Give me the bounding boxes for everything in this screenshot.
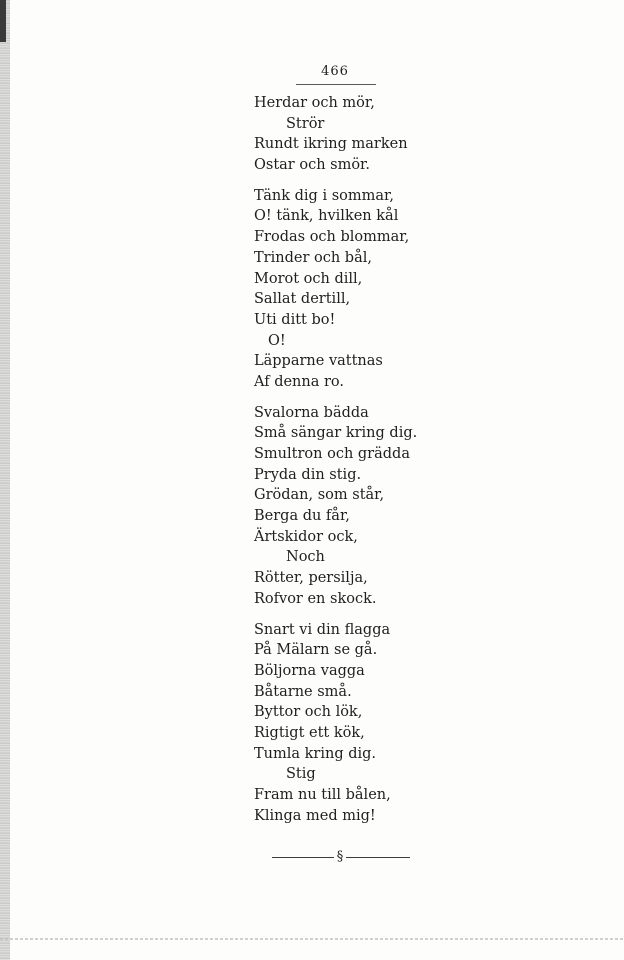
poem-line: Snart vi din flagga: [254, 621, 391, 638]
poem-line: På Mälarn se gå.: [254, 642, 378, 659]
poem-line: Noch: [286, 549, 325, 566]
poem-line: Ostar och smör.: [254, 157, 371, 174]
stanza: [254, 186, 584, 393]
page-number: 466: [321, 64, 349, 79]
poem-line: Ärtskidor ock,: [254, 528, 358, 545]
poem-line: Grödan, som står,: [254, 487, 385, 504]
poem-line: O!: [268, 332, 286, 349]
poem-line: Frodas och blommar,: [254, 229, 410, 246]
stanza: [254, 620, 584, 827]
poem-line: O! tänk, hvilken kål: [254, 208, 399, 225]
poem-line: Smultron och grädda: [254, 446, 410, 462]
ornament-rule-left: [272, 857, 334, 858]
stanza: [254, 403, 584, 610]
poem-line: Fram nu till bålen,: [254, 787, 391, 803]
poem-line: Uti ditt bo!: [254, 311, 336, 328]
header-rule: [296, 84, 376, 85]
poem-line: Berga du får,: [254, 508, 350, 525]
poem-line: Tumla kring dig.: [254, 745, 377, 762]
poem-line: Klinga med mig!: [254, 807, 376, 824]
poem-line: Sallat dertill,: [254, 291, 351, 308]
end-ornament: [272, 848, 410, 868]
poem-line: Rigtigt ett kök,: [254, 724, 365, 741]
poem-line: Båtarne små.: [254, 683, 352, 700]
poem-line: Strör: [286, 115, 325, 132]
binding-shadow: [0, 0, 6, 42]
poem-line: Byttor och lök,: [254, 704, 363, 721]
poem-line: Tänk dig i sommar,: [254, 187, 394, 204]
page-binding-edge: [0, 0, 10, 960]
poem-line: Morot och dill,: [254, 270, 363, 287]
poem-line: Pryda din stig.: [254, 466, 362, 483]
poem-line: Svalorna bädda: [254, 404, 369, 421]
ornament-mark: §: [336, 849, 344, 864]
page-bottom-edge: [0, 938, 624, 940]
poem-line: Af denna ro.: [254, 373, 345, 390]
stanza: [254, 93, 584, 176]
poem: [254, 93, 584, 836]
poem-line: Läpparne vattnas: [254, 353, 383, 370]
poem-line: Herdar och mör,: [254, 95, 375, 111]
poem-line: Rofvor en skock.: [254, 590, 377, 607]
poem-line: Rundt ikring marken: [254, 136, 408, 153]
poem-line: Stig: [286, 766, 316, 783]
poem-line: Böljorna vagga: [254, 662, 365, 679]
poem-line: Rötter, persilja,: [254, 570, 368, 587]
ornament-rule-right: [346, 857, 410, 858]
poem-line: Trinder och bål,: [254, 249, 372, 266]
poem-line: Små sängar kring dig.: [254, 425, 418, 442]
